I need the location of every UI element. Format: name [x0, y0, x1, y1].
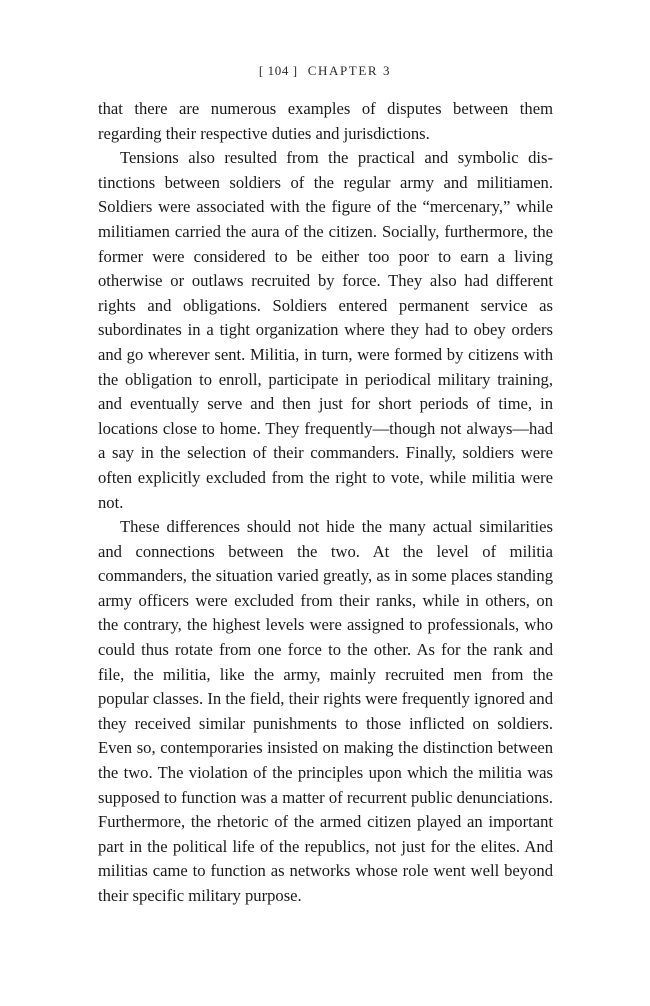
paragraph-differences: These differences should not hide the many actual similarities and connections between the two. At the level of militia commanders, the situation varied greatly, as in some places standing army officers were excluded from their ranks, while in others, on the contrary, the highest levels were assigned to professionals, who could thus rotate from one force to the other. As for the rank and file, the militia, like the army, mainly recruited men from the popular classes. In the field, their rights were frequently ignored and they received similar punishments to those inflicted on soldiers. Even so, contemporaries insisted on making the distinction between the two. The violation of the principles upon which the militia was supposed to function was a matter of recurrent public denunciations. Furthermore, the rhetoric of the armed citizen played an important part in the political life of the republics, not just for the elites. And militias came to function as networks whose role went well beyond their specific military purpose.	[98, 517, 553, 905]
paragraph-tensions: Tensions also resulted from the practical and symbolic distinctions between soldiers of the regular army and militiamen. Soldiers were associated with the figure of the “mercenary,” while militiamen carried the aura of the citizen. Socially, furthermore, the former were considered to be either too poor to earn a living otherwise or outlaws recruited by force. They also had different rights and obligations. Soldiers entered permanent service as subordinates in a tight organization where they had to obey orders and go wherever sent. Militia, in turn, were formed by citizens with the obligation to enroll, participate in periodical military training, and eventually serve and then just for short periods of time, in locations close to home. They frequently—though not always—had a say in the selection of their commanders. Finally, soldiers were often explicitly excluded from the right to vote, while militia were not.	[98, 148, 553, 512]
paragraph-continuation: that there are numerous examples of disputes between them regarding their respective duties and jurisdictions.	[98, 99, 553, 143]
chapter-title: CHAPTER 3	[307, 63, 392, 78]
running-head	[0, 63, 650, 79]
page-number: [ 104 ]	[258, 63, 298, 78]
body-text	[98, 97, 553, 909]
